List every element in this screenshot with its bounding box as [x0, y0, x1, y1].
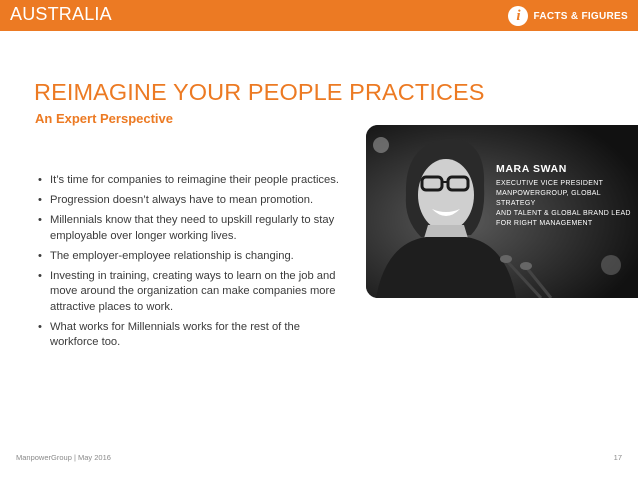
speaker-caption	[496, 163, 636, 229]
speaker-name: MARA SWAN	[496, 163, 567, 175]
info-icon: i	[508, 6, 528, 26]
page-subtitle: An Expert Perspective	[35, 111, 174, 126]
speaker-role	[496, 179, 636, 229]
bullet-item: • Millennials know that they need to upskill regularly to stay employable over longer working lives.	[36, 213, 341, 244]
header-bar	[0, 0, 638, 31]
page-number: 17	[613, 453, 622, 462]
bullet-item: • Progression doesn’t always have to mean promotion.	[36, 193, 341, 209]
speaker-role-line: FOR RIGHT MANAGEMENT	[496, 220, 593, 227]
bullet-item: • It’s time for companies to reimagine their people practices.	[36, 173, 341, 189]
bullet-item: • Investing in training, creating ways to learn on the job and move around the organization can make companies more attractive places to work.	[36, 269, 341, 316]
speaker-role-line: AND TALENT & GLOBAL BRAND LEAD	[496, 210, 631, 217]
speaker-role-line: EXECUTIVE VICE PRESIDENT	[496, 180, 604, 187]
footer-source: ManpowerGroup | May 2016	[16, 453, 111, 462]
page-title: REIMAGINE YOUR PEOPLE PRACTICES	[34, 79, 485, 105]
speaker-role-line: MANPOWERGROUP, GLOBAL STRATEGY	[496, 190, 601, 207]
bullet-item: • The employer-employee relationship is changing.	[36, 249, 341, 265]
speaker-photo	[366, 125, 638, 298]
facts-figures-badge	[508, 5, 628, 27]
bullet-list	[36, 173, 341, 355]
country-label: AUSTRALIA	[10, 4, 112, 24]
facts-figures-label: FACTS & FIGURES	[533, 10, 628, 22]
bullet-item: • What works for Millennials works for the rest of the workforce too.	[36, 320, 341, 351]
